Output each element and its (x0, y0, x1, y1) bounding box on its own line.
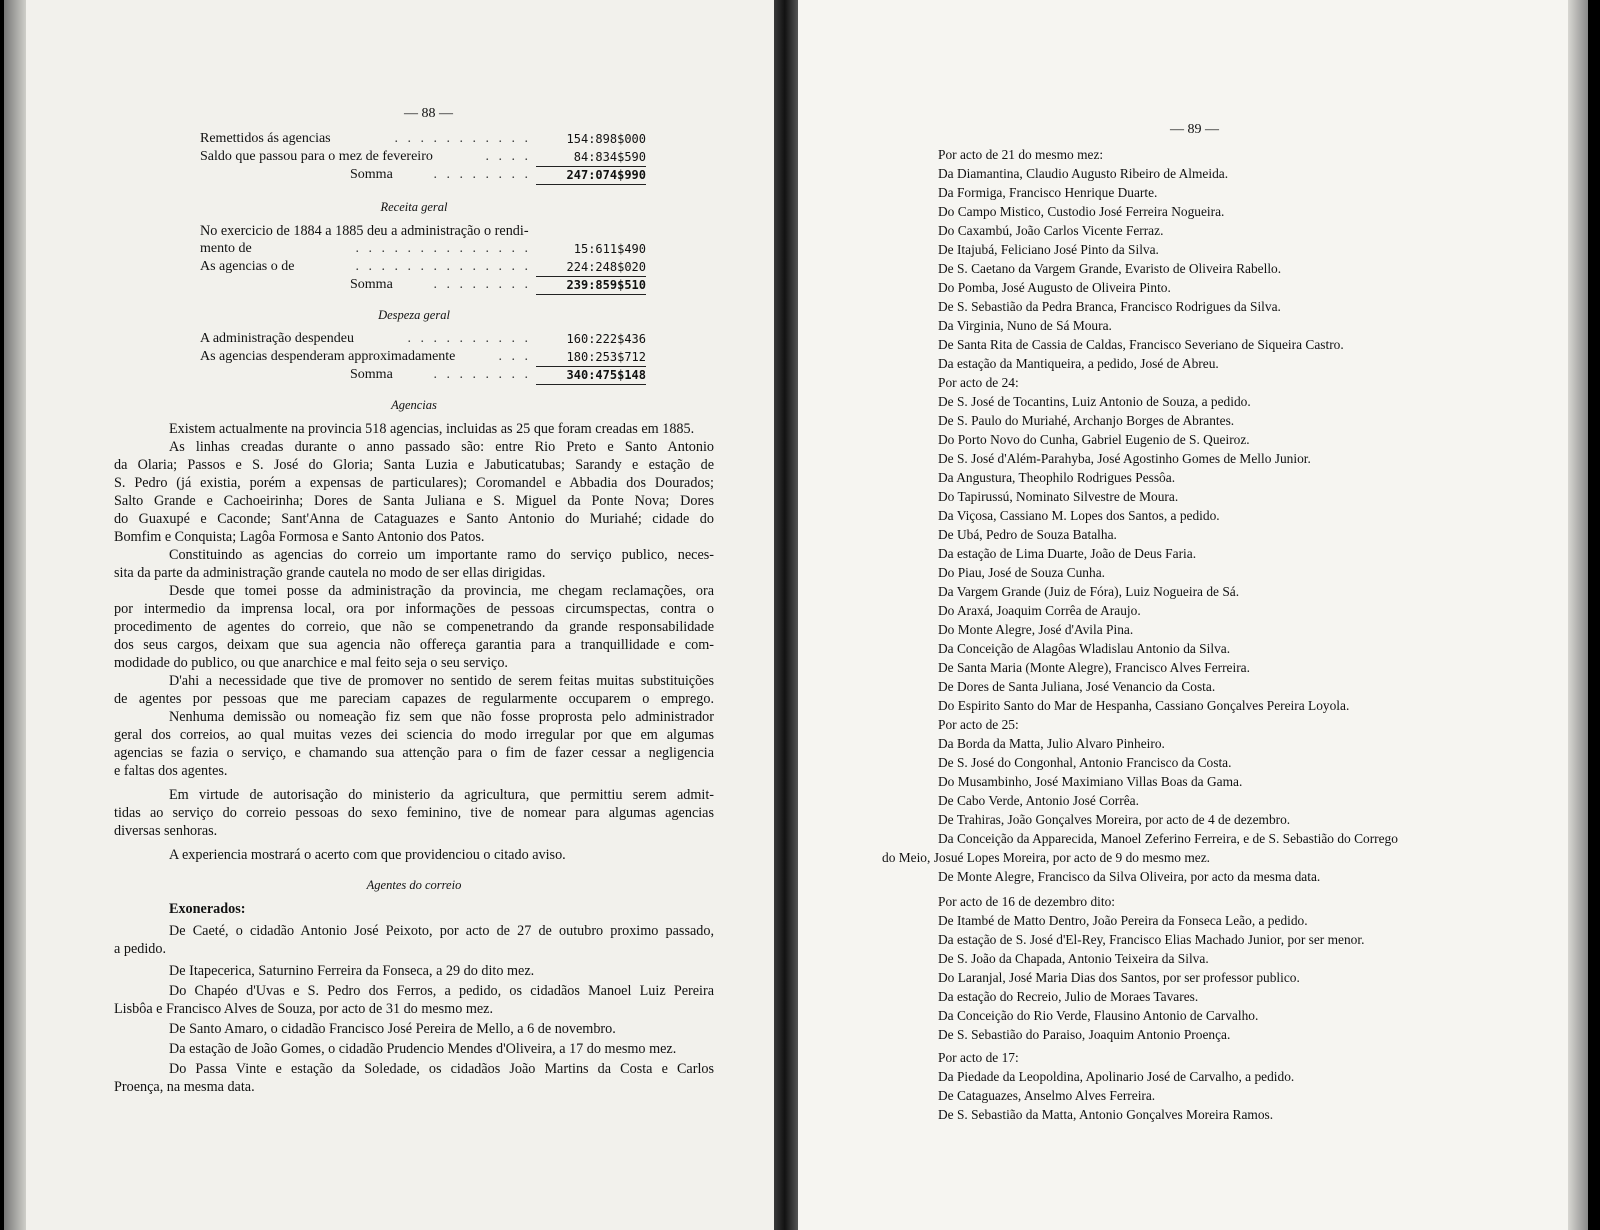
ledger-row (200, 330, 646, 348)
page-edge-left (4, 0, 26, 1230)
ledger-label: mento de (200, 241, 252, 256)
text-line: Desde que tomei posse da administração da provincia, me chegam reclamações, ora (169, 583, 714, 599)
text-line: Da estação de S. José d'El-Rey, Francisco Elias Machado Junior, por ser menor. (938, 932, 1365, 947)
text-line: e faltas dos agentes. (114, 763, 228, 779)
text-line: De Trahiras, João Gonçalves Moreira, por acto de 4 de dezembro. (938, 812, 1291, 827)
text-line: Por acto de 25: (938, 717, 1019, 732)
ledger-row (200, 366, 646, 384)
text-line: a pedido. (114, 941, 167, 957)
text-line: Por acto de 16 de dezembro dito: (938, 894, 1116, 909)
text-line: Do Araxá, Joaquim Corrêa de Araujo. (938, 603, 1141, 618)
ledger-row (200, 240, 646, 258)
text-line: Do Passa Vinte e estação da Soledade, os cidadãos João Martins da Costa e Carlos (169, 1061, 714, 1077)
ledger-row (200, 130, 646, 148)
text-line: Da Vargem Grande (Juiz de Fóra), Luiz Nogueira de Sá. (938, 584, 1240, 599)
text-line: De Santo Amaro, o cidadão Francisco José Pereira de Mello, a 6 de novembro. (169, 1021, 616, 1037)
text-line: do Meio, Josué Lopes Moreira, por acto de 9 do mesmo mez. (882, 850, 1210, 865)
section-heading-agentes: Agentes do correio (366, 878, 462, 892)
leader-dots: . . . . . . . . . . . . . . (355, 241, 531, 256)
text-line: Do Porto Novo do Cunha, Gabriel Eugenio de S. Queiroz. (938, 432, 1250, 447)
text-line: A experiencia mostrará o acerto com que providenciou o citado aviso. (169, 847, 566, 863)
leader-dots: . . . . . . . . . . . . . . (355, 259, 531, 274)
text-line: De S. Sebastião do Paraiso, Joaquim Antonio Proença. (938, 1027, 1231, 1042)
text-line: De Itambé de Matto Dentro, João Pereira da Fonseca Leão, a pedido. (938, 913, 1308, 928)
text-line: dos seus cargos, deixam que sua agencia não offereça garantia para a tranquillidade e com- (114, 637, 714, 653)
text-line: Da estação do Recreio, Julio de Moraes Tavares. (938, 989, 1199, 1004)
text-line: Da Piedade da Leopoldina, Apolinario José de Carvalho, a pedido. (938, 1069, 1295, 1084)
text-line: Da Formiga, Francisco Henrique Duarte. (938, 185, 1158, 200)
page-number-88: — 88 — (404, 106, 453, 121)
left-page (4, 0, 774, 1230)
text-line: Da estação de Lima Duarte, João de Deus Faria. (938, 546, 1197, 561)
exonerados-label: Exonerados: (169, 901, 246, 917)
text-line: do Guaxupé e Caconde; Sant'Anna de Cataguazes e Santo Antonio do Muriahé; cidade do (114, 511, 714, 527)
text-line: Por acto de 17: (938, 1050, 1019, 1065)
text-line: Por acto de 21 do mesmo mez: (938, 147, 1104, 162)
ledger-label: Somma (350, 367, 393, 382)
text-line: Do Campo Mistico, Custodio José Ferreira Nogueira. (938, 204, 1225, 219)
text-line: De S. José d'Além-Parahyba, José Agostinho Gomes de Mello Junior. (938, 451, 1311, 466)
text-line: da Olaria; Passos e S. José do Gloria; Santa Luzia e Jabuticatubas; Sarandy e estação de (114, 457, 714, 473)
ledger-label: As agencias o de (200, 259, 295, 274)
leader-dots: . . . (498, 349, 531, 364)
text-line: De S. Caetano da Vargem Grande, Evaristo de Oliveira Rabello. (938, 261, 1282, 276)
ledger-label: Remettidos ás agencias (200, 131, 331, 146)
text-line: Da Virginia, Nuno de Sá Moura. (938, 318, 1112, 333)
text-line: Da Angustura, Theophilo Rodrigues Pessôa. (938, 470, 1176, 485)
text-line: Do Musambinho, José Maximiano Villas Boas da Gama. (938, 774, 1243, 789)
text-line: Do Tapirussú, Nominato Silvestre de Moura. (938, 489, 1179, 504)
section-heading-receita: Receita geral (380, 200, 448, 214)
text-line: Bomfim e Conquista; Lagôa Formosa e Santo Antonio dos Patos. (114, 529, 485, 545)
text-line: De Santa Rita de Cassia de Caldas, Francisco Severiano de Siqueira Castro. (938, 337, 1344, 352)
text-line: procedimento de agentes do correio, que não se compenetrando da grande responsabilidade (114, 619, 714, 635)
text-line: Do Caxambú, João Carlos Vicente Ferraz. (938, 223, 1164, 238)
ledger-amount: 160:222$436 (566, 332, 646, 346)
text-line: De S. João da Chapada, Antonio Teixeira da Silva. (938, 951, 1209, 966)
text-line: De S. Sebastião da Pedra Branca, Francisco Rodrigues da Silva. (938, 299, 1281, 314)
text-line: Lisbôa e Francisco Alves de Souza, por acto de 31 do mesmo mez. (114, 1001, 494, 1017)
ledger-label: As agencias despenderam approximadamente (200, 349, 456, 364)
leader-dots: . . . . (485, 149, 531, 164)
text-line: Da Borda da Matta, Julio Alvaro Pinheiro. (938, 736, 1165, 751)
text-line: S. Pedro (já existia, porém a expensas de particulares); Coromandel e Abbadia dos Dourados; (114, 475, 714, 491)
text-line: De Ubá, Pedro de Souza Batalha. (938, 527, 1117, 542)
text-line: De Caeté, o cidadão Antonio José Peixoto, por acto de 27 de outubro proximo passado, (169, 923, 714, 939)
text-line: De S. José do Congonhal, Antonio Francisco da Costa. (938, 755, 1232, 770)
text-line: De Itajubá, Feliciano José Pinto da Silva. (938, 242, 1159, 257)
ledger-row (200, 348, 646, 366)
text-line: Constituindo as agencias do correio um importante ramo do serviço publico, neces- (169, 547, 714, 563)
ledger-total: 239:859$510 (536, 276, 646, 295)
leader-dots: . . . . . . . . . . . (394, 131, 531, 146)
ledger-label: Somma (350, 277, 393, 292)
ledger-despeza (200, 330, 646, 384)
ledger-label: A administração despendeu (200, 331, 354, 346)
text-line: De Santa Maria (Monte Alegre), Francisco Alves Ferreira. (938, 660, 1250, 675)
ledger-amount: 224:248$020 (536, 258, 646, 277)
ledger-row (200, 258, 646, 276)
text-line: agencias se fazia o serviço, e chamando sua attenção para o fim de fazer cessar a negligencia (114, 745, 714, 761)
text-line: Proença, na mesma data. (114, 1079, 255, 1095)
ledger-receita (200, 240, 646, 294)
right-page (798, 0, 1588, 1230)
text-line: De S. Sebastião da Matta, Antonio Gonçalves Moreira Ramos. (938, 1107, 1274, 1122)
text-line: D'ahi a necessidade que tive de promover no sentido de serem feitas muitas substituições (169, 673, 714, 689)
ledger-remittance (200, 130, 646, 184)
text-line: modidade do publico, ou que anarchice e mal feito seja o seu serviço. (114, 655, 508, 671)
ledger-amount: 154:898$000 (566, 132, 646, 146)
ledger-total: 247:074$990 (536, 166, 646, 185)
text-line: de agentes por pessoas que me pareciam capazes de regularmente occuparem o emprego. (114, 691, 714, 707)
text-line: Do Piau, José de Souza Cunha. (938, 565, 1105, 580)
section-heading-despeza: Despeza geral (378, 308, 450, 322)
receita-intro: No exercicio de 1884 a 1885 deu a administração o rendi- (200, 223, 529, 239)
text-line: Existem actualmente na provincia 518 agencias, incluidas as 25 que foram creadas em 1885. (169, 421, 695, 437)
ledger-label: Somma (350, 167, 393, 182)
text-line: De Monte Alegre, Francisco da Silva Oliveira, por acto da mesma data. (938, 869, 1321, 884)
ledger-row (200, 276, 646, 294)
text-line: Salto Grande e Cachoeirinha; Dores de Santa Juliana e S. Miguel da Ponte Nova; Dores (114, 493, 714, 509)
text-line: tidas ao serviço do correio pessoas do sexo feminino, tive de nomear para algumas agencias (114, 805, 714, 821)
page-number-89: — 89 — (1170, 122, 1219, 137)
text-line: De S. Paulo do Muriahé, Archanjo Borges de Abrantes. (938, 413, 1235, 428)
text-line: Em virtude de autorisação do ministerio da agricultura, que permittiu serem admit- (169, 787, 714, 803)
text-line: sita da parte da administração grande cautela no modo de ser ellas dirigidas. (114, 565, 546, 581)
text-line: De Cabo Verde, Antonio José Corrêa. (938, 793, 1139, 808)
text-line: De Itapecerica, Saturnino Ferreira da Fonseca, a 29 do dito mez. (169, 963, 535, 979)
text-line: Do Monte Alegre, José d'Avila Pina. (938, 622, 1134, 637)
text-line: Do Laranjal, José Maria Dias dos Santos, por ser professor publico. (938, 970, 1300, 985)
ledger-row (200, 166, 646, 184)
text-line: Da Conceição de Alagôas Wladislau Antonio da Silva. (938, 641, 1231, 656)
ledger-total: 340:475$148 (536, 366, 646, 385)
ledger-label: Saldo que passou para o mez de fevereiro (200, 149, 433, 164)
text-line: De Dores de Santa Juliana, José Venancio da Costa. (938, 679, 1216, 694)
leader-dots: . . . . . . . . (433, 167, 531, 182)
text-line: Nenhuma demissão ou nomeação fiz sem que não fosse proprosta pelo administrador (169, 709, 714, 725)
leader-dots: . . . . . . . . . . (407, 331, 531, 346)
leader-dots: . . . . . . . . (433, 367, 531, 382)
text-line: Por acto de 24: (938, 375, 1019, 390)
text-line: Da estação de João Gomes, o cidadão Prudencio Mendes d'Oliveira, a 17 do mesmo mez. (169, 1041, 677, 1057)
text-line: Do Chapéo d'Uvas e S. Pedro dos Ferros, a pedido, os cidadãos Manoel Luiz Pereira (169, 983, 714, 999)
text-line: Da Conceição da Apparecida, Manoel Zeferino Ferreira, e de S. Sebastião do Corrego (938, 831, 1398, 846)
text-line: Do Espirito Santo do Mar de Hespanha, Cassiano Gonçalves Pereira Loyola. (938, 698, 1350, 713)
text-line: Do Pomba, José Augusto de Oliveira Pinto. (938, 280, 1171, 295)
text-line: De Cataguazes, Anselmo Alves Ferreira. (938, 1088, 1156, 1103)
text-line: Da Conceição do Rio Verde, Flausino Antonio de Carvalho. (938, 1008, 1259, 1023)
ledger-amount: 15:611$490 (573, 242, 646, 256)
text-line: Da Viçosa, Cassiano M. Lopes dos Santos, a pedido. (938, 508, 1220, 523)
ledger-amount: 180:253$712 (536, 348, 646, 367)
text-line: Da Diamantina, Claudio Augusto Ribeiro de Almeida. (938, 166, 1229, 181)
leader-dots: . . . . . . . . (433, 277, 531, 292)
text-line: geral dos correios, ao qual muitas vezes dei sciencia do modo irregular por que em algumas (114, 727, 714, 743)
text-line: por intermedio da imprensa local, ora por informações de pessoas circumspectas, contra o (114, 601, 714, 617)
section-heading-agencias: Agencias (391, 398, 437, 412)
text-line: De S. José de Tocantins, Luiz Antonio de Souza, a pedido. (938, 394, 1251, 409)
ledger-amount: 84:834$590 (536, 148, 646, 167)
book-gutter (774, 0, 798, 1230)
text-line: diversas senhoras. (114, 823, 218, 839)
text-line: As linhas creadas durante o anno passado são: entre Rio Preto e Santo Antonio (169, 439, 714, 455)
ledger-row (200, 148, 646, 166)
text-line: Da estação da Mantiqueira, a pedido, José de Abreu. (938, 356, 1219, 371)
